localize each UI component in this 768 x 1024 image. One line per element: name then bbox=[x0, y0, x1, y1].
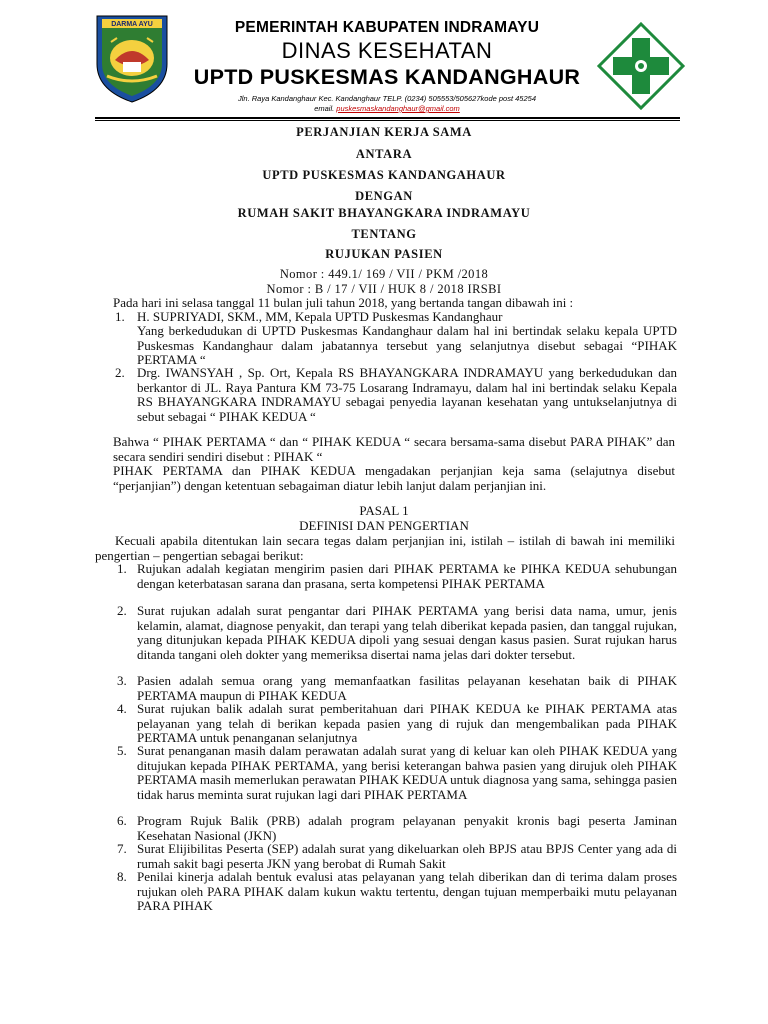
title-line-1: PERJANJIAN KERJA SAMA bbox=[296, 125, 472, 139]
department-name: DINAS KESEHATAN bbox=[281, 38, 493, 63]
pasal-intro: Kecuali apabila ditentukan lain secara tegas dalam perjanjian ini, istilah – istilah di bawah ini memiliki pengertian – pengertian sebagai berikut: bbox=[95, 533, 675, 563]
definition-4-number: 4. bbox=[117, 701, 127, 716]
definition-5-number: 5. bbox=[117, 743, 127, 758]
document-number-1: Nomor : 449.1/ 169 / VII / PKM /2018 bbox=[279, 267, 489, 281]
party-1-name: H. SUPRIYADI, SKM., MM, Kepala UPTD Puskesmas Kandanghaur bbox=[137, 309, 503, 324]
definition-6-number: 6. bbox=[117, 813, 127, 828]
header-rule bbox=[95, 117, 680, 119]
email-link[interactable]: puskesmaskandanghaur@gmail.com bbox=[336, 104, 460, 113]
definition-7-number: 7. bbox=[117, 841, 127, 856]
document-number-2: Nomor : B / 17 / VII / HUK 8 / 2018 IRSBI bbox=[266, 282, 502, 296]
title-line-5: RUMAH SAKIT BHAYANGKARA INDRAMAYU bbox=[237, 206, 531, 220]
definition-8: Penilai kinerja adalah bentuk evalusi atas pelayanan yang telah diberikan dan di terima dalam proses rujukan oleh PARA PIHAK dalam kukun waktu tertentu, dengan tujuan memperbaiki mutu pelayanan PARA PIHAK bbox=[137, 869, 677, 913]
puskesmas-logo bbox=[597, 22, 685, 110]
pasal-title: PASAL 1 bbox=[359, 503, 409, 518]
definition-6: Program Rujuk Balik (PRB) adalah program pelayanan penyakit kronis bagi peserta Jaminan Kesehatan Nasional (JKN) bbox=[137, 813, 677, 843]
definition-8-number: 8. bbox=[117, 869, 127, 884]
letterhead-text bbox=[180, 18, 594, 114]
definition-2: Surat rujukan adalah surat pengantar dari PIHAK PERTAMA yang berisi data nama, umur, jenis kelamin, alamat, diagnose penyakit, dan terapi yang telah diberikat kepada pasien, dan tanggal rujukan, yang ditunjukan kepada PIHAK KEDUA dipoli yang sesuai dengan kasus pasien. Surat rujukan harus ditanda tangani oleh dokter yang memeriksa disertai nama jelas dari dokter tersebut. bbox=[137, 603, 677, 662]
header-rule-thin bbox=[95, 120, 680, 121]
definition-1-number: 1. bbox=[117, 561, 127, 576]
party-2-number: 2. bbox=[115, 365, 125, 380]
bahwa-paragraph: Bahwa “ PIHAK PERTAMA “ dan “ PIHAK KEDUA “ secara bersama-sama disebut PARA PIHAK” dan secara sendiri sendiri disebut : PIHAK “ bbox=[113, 434, 675, 464]
title-line-4: DENGAN bbox=[355, 189, 413, 203]
unit-name: UPTD PUSKESMAS KANDANGHAUR bbox=[193, 65, 581, 89]
indramayu-regency-logo bbox=[93, 12, 171, 104]
definition-7: Surat Elijibilitas Peserta (SEP) adalah surat yang dikeluarkan oleh BPJS atau BPJS Center yang ada di rumah sakit bagi peserta JKN yang berobat di Rumah Sakit bbox=[137, 841, 677, 871]
definition-3: Pasien adalah semua orang yang memanfaatkan fasilitas pelayanan kesehatan baik di PIHAK PERTAMA maupun di PIHAK KEDUA bbox=[137, 673, 677, 703]
email-line bbox=[180, 104, 594, 114]
definition-3-number: 3. bbox=[117, 673, 127, 688]
address-line: Jln. Raya Kandanghaur Kec. Kandanghaur TELP. (0234) 505553/505627kode post 45254 bbox=[237, 94, 536, 103]
title-line-2: ANTARA bbox=[355, 147, 413, 161]
pasal-subtitle: DEFINISI DAN PENGERTIAN bbox=[299, 518, 469, 533]
title-line-6: TENTANG bbox=[351, 227, 417, 241]
letterhead bbox=[0, 0, 768, 125]
party-1-number: 1. bbox=[115, 309, 125, 324]
party-1-description: Yang berkedudukan di UPTD Puskesmas Kandanghaur dalam hal ini bertindak selaku kepala UPTD Puskesmas Kandanghaur dalam jabatannya tersebut yang selanjutnya disebut sebagai “PIHAK PERTAMA “ bbox=[137, 323, 677, 367]
email-label: email. bbox=[314, 104, 335, 113]
definition-4: Surat rujukan balik adalah surat pemberitahuan dari PIHAK KEDUA ke PIHAK PERTAMA atas pelayanan yang telah di berikan kepada pasien yang di rujuk dan mengembalikan pada PIHAK PERTAMA untuk penanganan selanjutnya bbox=[137, 701, 677, 745]
definition-5: Surat penanganan masih dalam perawatan adalah surat yang di keluar kan oleh PIHAK KEDUA yang ditujukan kepada PIHAK PERTAMA, yang berisi keterangan bahwa pasien yang dirujuk oleh PIHAK PERTAMA masih memerlukan perawatan PIHAK KEDUA untuk diagnosa yang sama, sehingga pasien tidak harus meminta surat rujukan lagi dari PIHAK PERTAMA bbox=[137, 743, 677, 802]
definition-1: Rujukan adalah kegiatan mengirim pasien dari PIHAK PERTAMA ke PIHKA KEDUA sehubungan dengan keterbatasan sarana dan prasana, serta kompetensi PIHAK PERTAMA bbox=[137, 561, 677, 591]
title-line-3: UPTD PUSKESMAS KANDANGAHAUR bbox=[262, 168, 506, 182]
svg-text:DARMA AYU: DARMA AYU bbox=[111, 21, 153, 28]
party-2-description: Drg. IWANSYAH , Sp. Ort, Kepala RS BHAYANGKARA INDRAMAYU yang berkedudukan dan berkantor di JL. Raya Pantura KM 73-75 Losarang Indramayu, dalam hal ini bertindak selaku Kepala RS BHAYANGKARA INDRAMAYU sebagai penyedia layanan kesehatan yang untukselanjutnya di sebut sebagai “ PIHAK KEDUA “ bbox=[137, 365, 677, 424]
agreement-paragraph: PIHAK PERTAMA dan PIHAK KEDUA mengadakan perjanjian keja sama (selajutnya disebut “perjanjian”) dengan ketentuan sebagaiman diatur lebih lanjut dalam perjanjian ini. bbox=[113, 463, 675, 493]
definition-2-number: 2. bbox=[117, 603, 127, 618]
title-line-7: RUJUKAN PASIEN bbox=[325, 247, 443, 261]
intro-paragraph: Pada hari ini selasa tanggal 11 bulan juli tahun 2018, yang bertanda tangan dibawah ini : bbox=[113, 295, 574, 310]
government-name: PEMERINTAH KABUPATEN INDRAMAYU bbox=[234, 19, 540, 36]
